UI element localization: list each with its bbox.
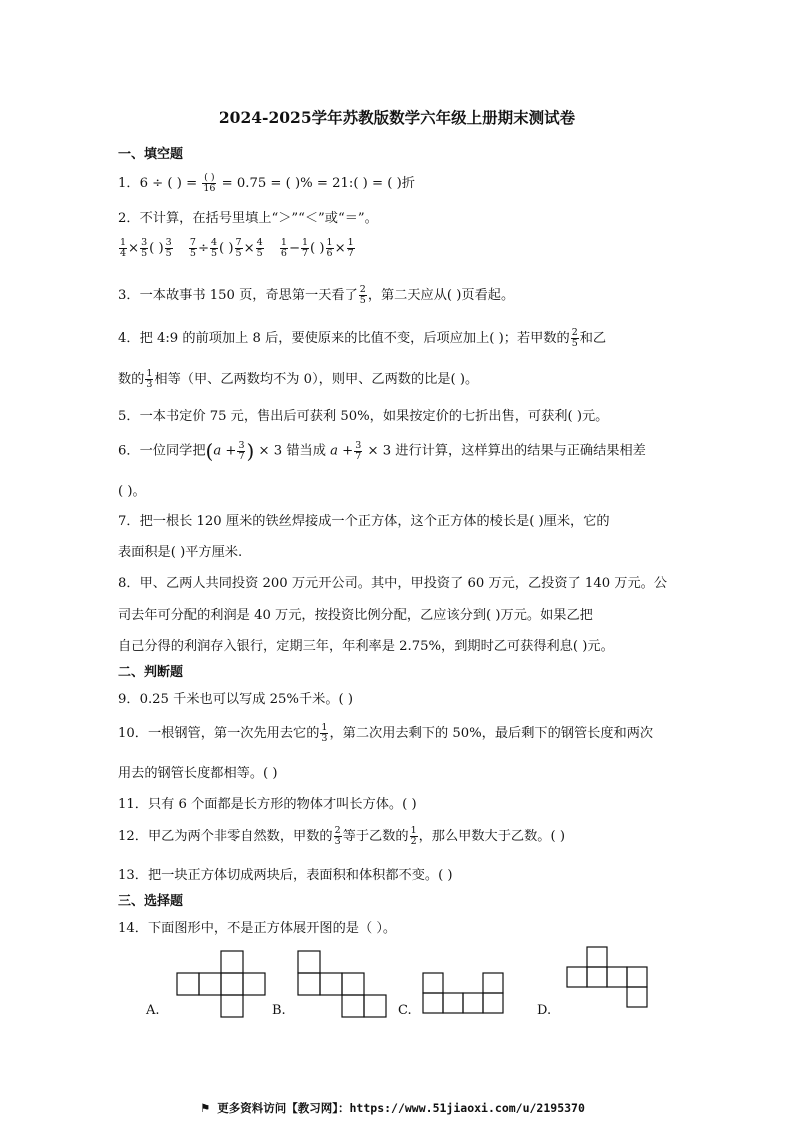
question-12: 12．甲乙为两个非零自然数，甲数的 $\frac{2}{3}$ 等于乙数的 $\frac{1}{2}$ ，那么甲数大于乙数。( ) bbox=[118, 825, 565, 847]
page-title: 2024-2025学年苏教版数学六年级上册期末测试卷 bbox=[218, 108, 576, 127]
net-c bbox=[423, 973, 503, 1013]
net-a bbox=[177, 951, 265, 1017]
q2-item-3: $\frac{1}{6}$ − $\frac{1}{7}$ ( ) $\frac{1}{6}$ × $\frac{1}{7}$ bbox=[280, 237, 354, 259]
net-d bbox=[567, 947, 647, 1007]
question-2-items bbox=[118, 238, 356, 259]
question-6-answer: ( )。 bbox=[118, 484, 146, 499]
q1-part-b: = 0.75 = ( )% = 21:( ) = ( )折 bbox=[221, 176, 415, 191]
question-6: 6．一位同学把(a + $\frac{3}{7}$ ) × 3 错当成 a + $\frac{3}{7}$ × 3 进行计算，这样算出的结果与正确结果相差 bbox=[118, 439, 646, 463]
question-5: 5．一本书定价 75 元，售出后可获利 50%，如果按定价的七折出售，可获利( )元。 bbox=[118, 409, 609, 424]
question-4-line-2: 数的 $\frac{1}{3}$ 相等（甲、乙两数均不为 0），则甲、乙两数的比是( )。 bbox=[118, 368, 479, 390]
question-10-line-1: 10．一根钢管，第一次先用去它的 $\frac{1}{3}$ ，第二次用去剩下的 50%，最后剩下的钢管长度和两次 bbox=[118, 722, 654, 744]
section-true-false: 二、判断题 bbox=[118, 665, 184, 680]
section-fill-blank: 一、填空题 bbox=[118, 147, 184, 162]
option-b-label: B. bbox=[272, 1003, 286, 1018]
question-2-stem: 2．不计算，在括号里填上“＞”“＜”或“＝”。 bbox=[118, 211, 378, 226]
question-10-line-2: 用去的钢管长度都相等。( ) bbox=[118, 766, 278, 781]
option-c-label: C. bbox=[398, 1003, 412, 1018]
cube-nets-figure bbox=[0, 940, 794, 1030]
question-9: 9．0.25 千米也可以写成 25%千米。( ) bbox=[118, 692, 353, 707]
question-1 bbox=[118, 172, 415, 194]
question-8-line-3: 自己分得的利润存入银行，定期三年，年利率是 2.75%，到期时乙可获得利息( )元。 bbox=[118, 639, 614, 654]
net-b bbox=[298, 951, 386, 1017]
question-7-line-2: 表面积是( )平方厘米. bbox=[118, 545, 243, 560]
question-4-line-1: 4．把 4:9 的前项加上 8 后，要使原来的比值不变，后项应加上( )；若甲数的 $\frac{2}{5}$ 和乙 bbox=[118, 327, 607, 349]
q1-fraction: $\frac{( )}{16}$ bbox=[203, 172, 216, 194]
option-d-label: D. bbox=[537, 1003, 552, 1018]
option-a-label: A. bbox=[146, 1003, 160, 1018]
q2-item-1: $\frac{1}{4}$ × $\frac{3}{5}$ ( ) $\frac{3}{5}$ bbox=[120, 237, 172, 259]
question-11: 11．只有 6 个面都是长方形的物体才叫长方体。( ) bbox=[118, 797, 417, 812]
question-3: 3．一本故事书 150 页，奇思第一天看了 $\frac{2}{5}$ ，第二天应从( )页看起。 bbox=[118, 284, 515, 306]
question-8-line-2: 司去年可分配的利润是 40 万元，按投资比例分配，乙应该分到( )万元。如果乙把 bbox=[118, 608, 593, 623]
section-multiple-choice: 三、选择题 bbox=[118, 894, 184, 909]
question-14: 14．下面图形中，不是正方体展开图的是（ ）。 bbox=[118, 921, 397, 936]
q1-part-a: 1．6 ÷ ( ) = bbox=[118, 176, 198, 191]
footer bbox=[200, 1100, 585, 1116]
question-7-line-1: 7．把一根长 120 厘米的铁丝焊接成一个正方体，这个正方体的棱长是( )厘米，它的 bbox=[118, 514, 610, 529]
question-8-line-1: 8．甲、乙两人共同投资 200 万元开公司。其中，甲投资了 60 万元，乙投资了 140 万元。公 bbox=[118, 576, 668, 591]
question-13: 13．把一块正方体切成两块后，表面积和体积都不变。( ) bbox=[118, 868, 453, 883]
q2-item-2: $\frac{7}{5}$ ÷ $\frac{4}{5}$ ( ) $\frac{7}{5}$ × $\frac{4}{5}$ bbox=[189, 237, 263, 259]
footer-link[interactable]: 更多资料访问【教习网】：https://www.51jiaoxi.com/u/2195370 bbox=[217, 1101, 585, 1115]
flag-icon: ⚑ bbox=[200, 1101, 211, 1115]
